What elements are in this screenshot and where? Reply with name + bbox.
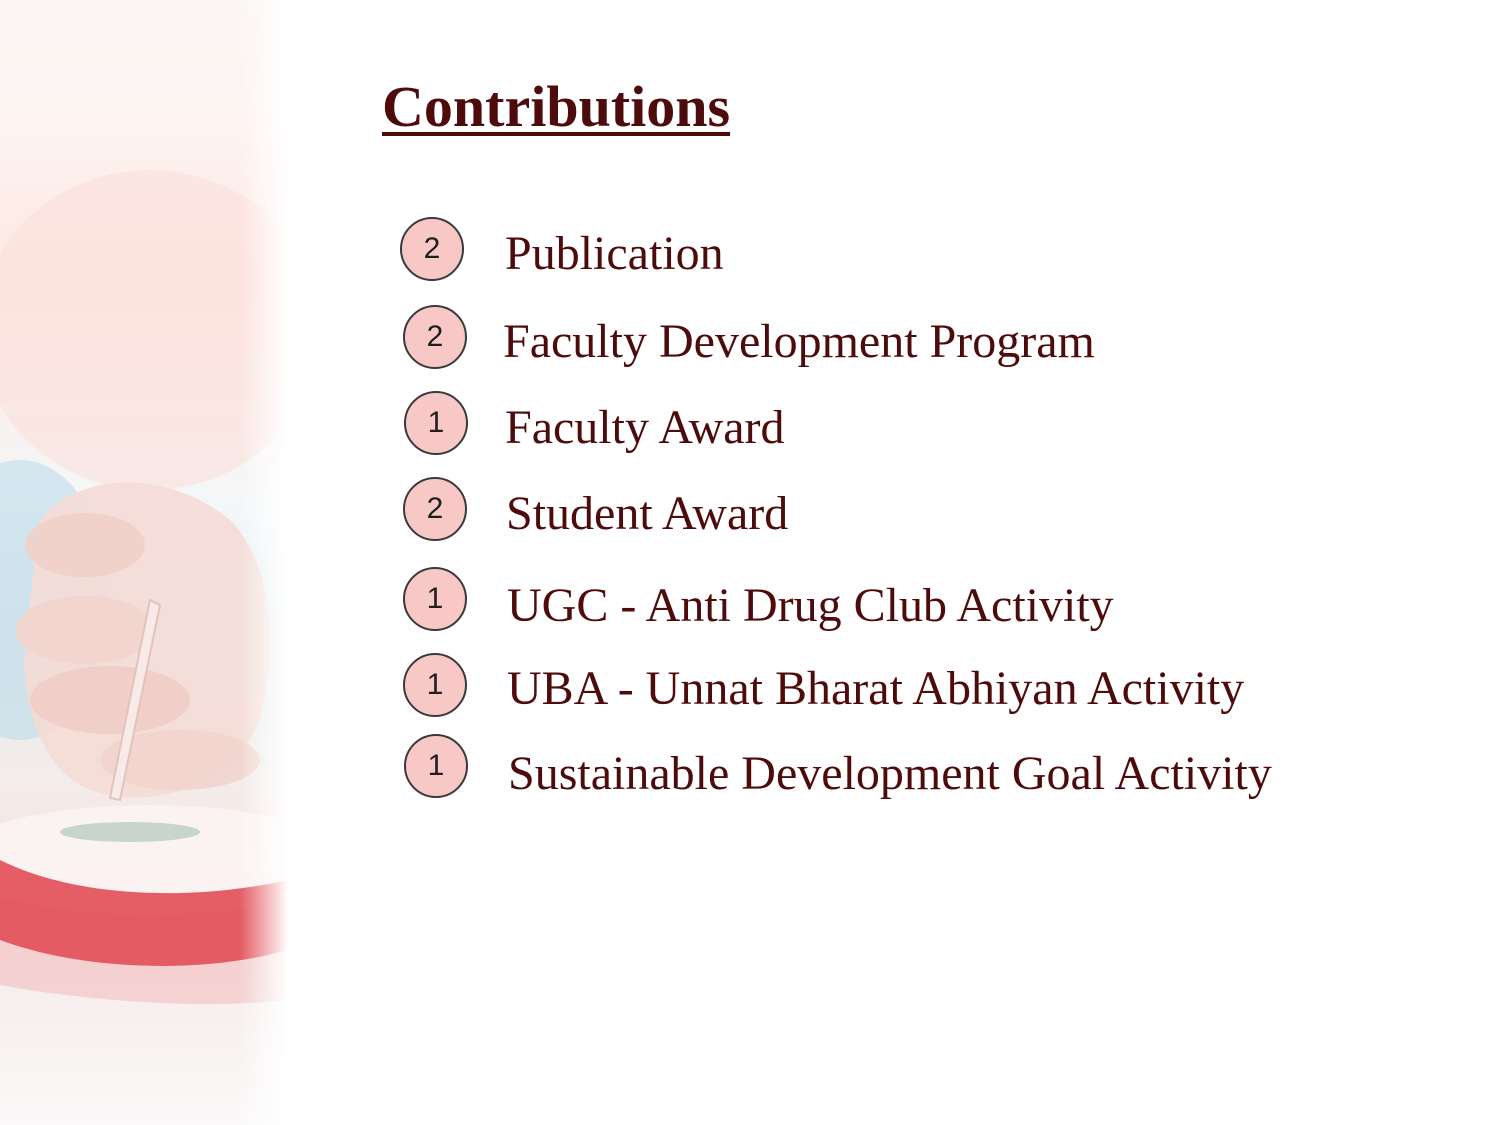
item-label: UGC - Anti Drug Club Activity bbox=[507, 579, 1114, 632]
item-label: Faculty Award bbox=[505, 401, 785, 454]
count-badge: 1 bbox=[403, 567, 467, 631]
side-image-fade bbox=[240, 0, 288, 1125]
page-title: Contributions bbox=[382, 74, 731, 139]
count-badge: 2 bbox=[403, 305, 467, 369]
item-label: UBA - Unnat Bharat Abhiyan Activity bbox=[507, 662, 1245, 715]
side-decorative-image bbox=[0, 0, 288, 1125]
item-label: Publication bbox=[505, 227, 724, 280]
count-badge: 1 bbox=[404, 391, 468, 455]
count-badge: 2 bbox=[400, 217, 464, 281]
item-label: Sustainable Development Goal Activity bbox=[508, 747, 1272, 800]
item-label: Student Award bbox=[506, 487, 789, 540]
count-badge: 1 bbox=[404, 734, 468, 798]
count-badge: 2 bbox=[403, 477, 467, 541]
item-label: Faculty Development Program bbox=[503, 315, 1095, 368]
count-badge: 1 bbox=[403, 653, 467, 717]
